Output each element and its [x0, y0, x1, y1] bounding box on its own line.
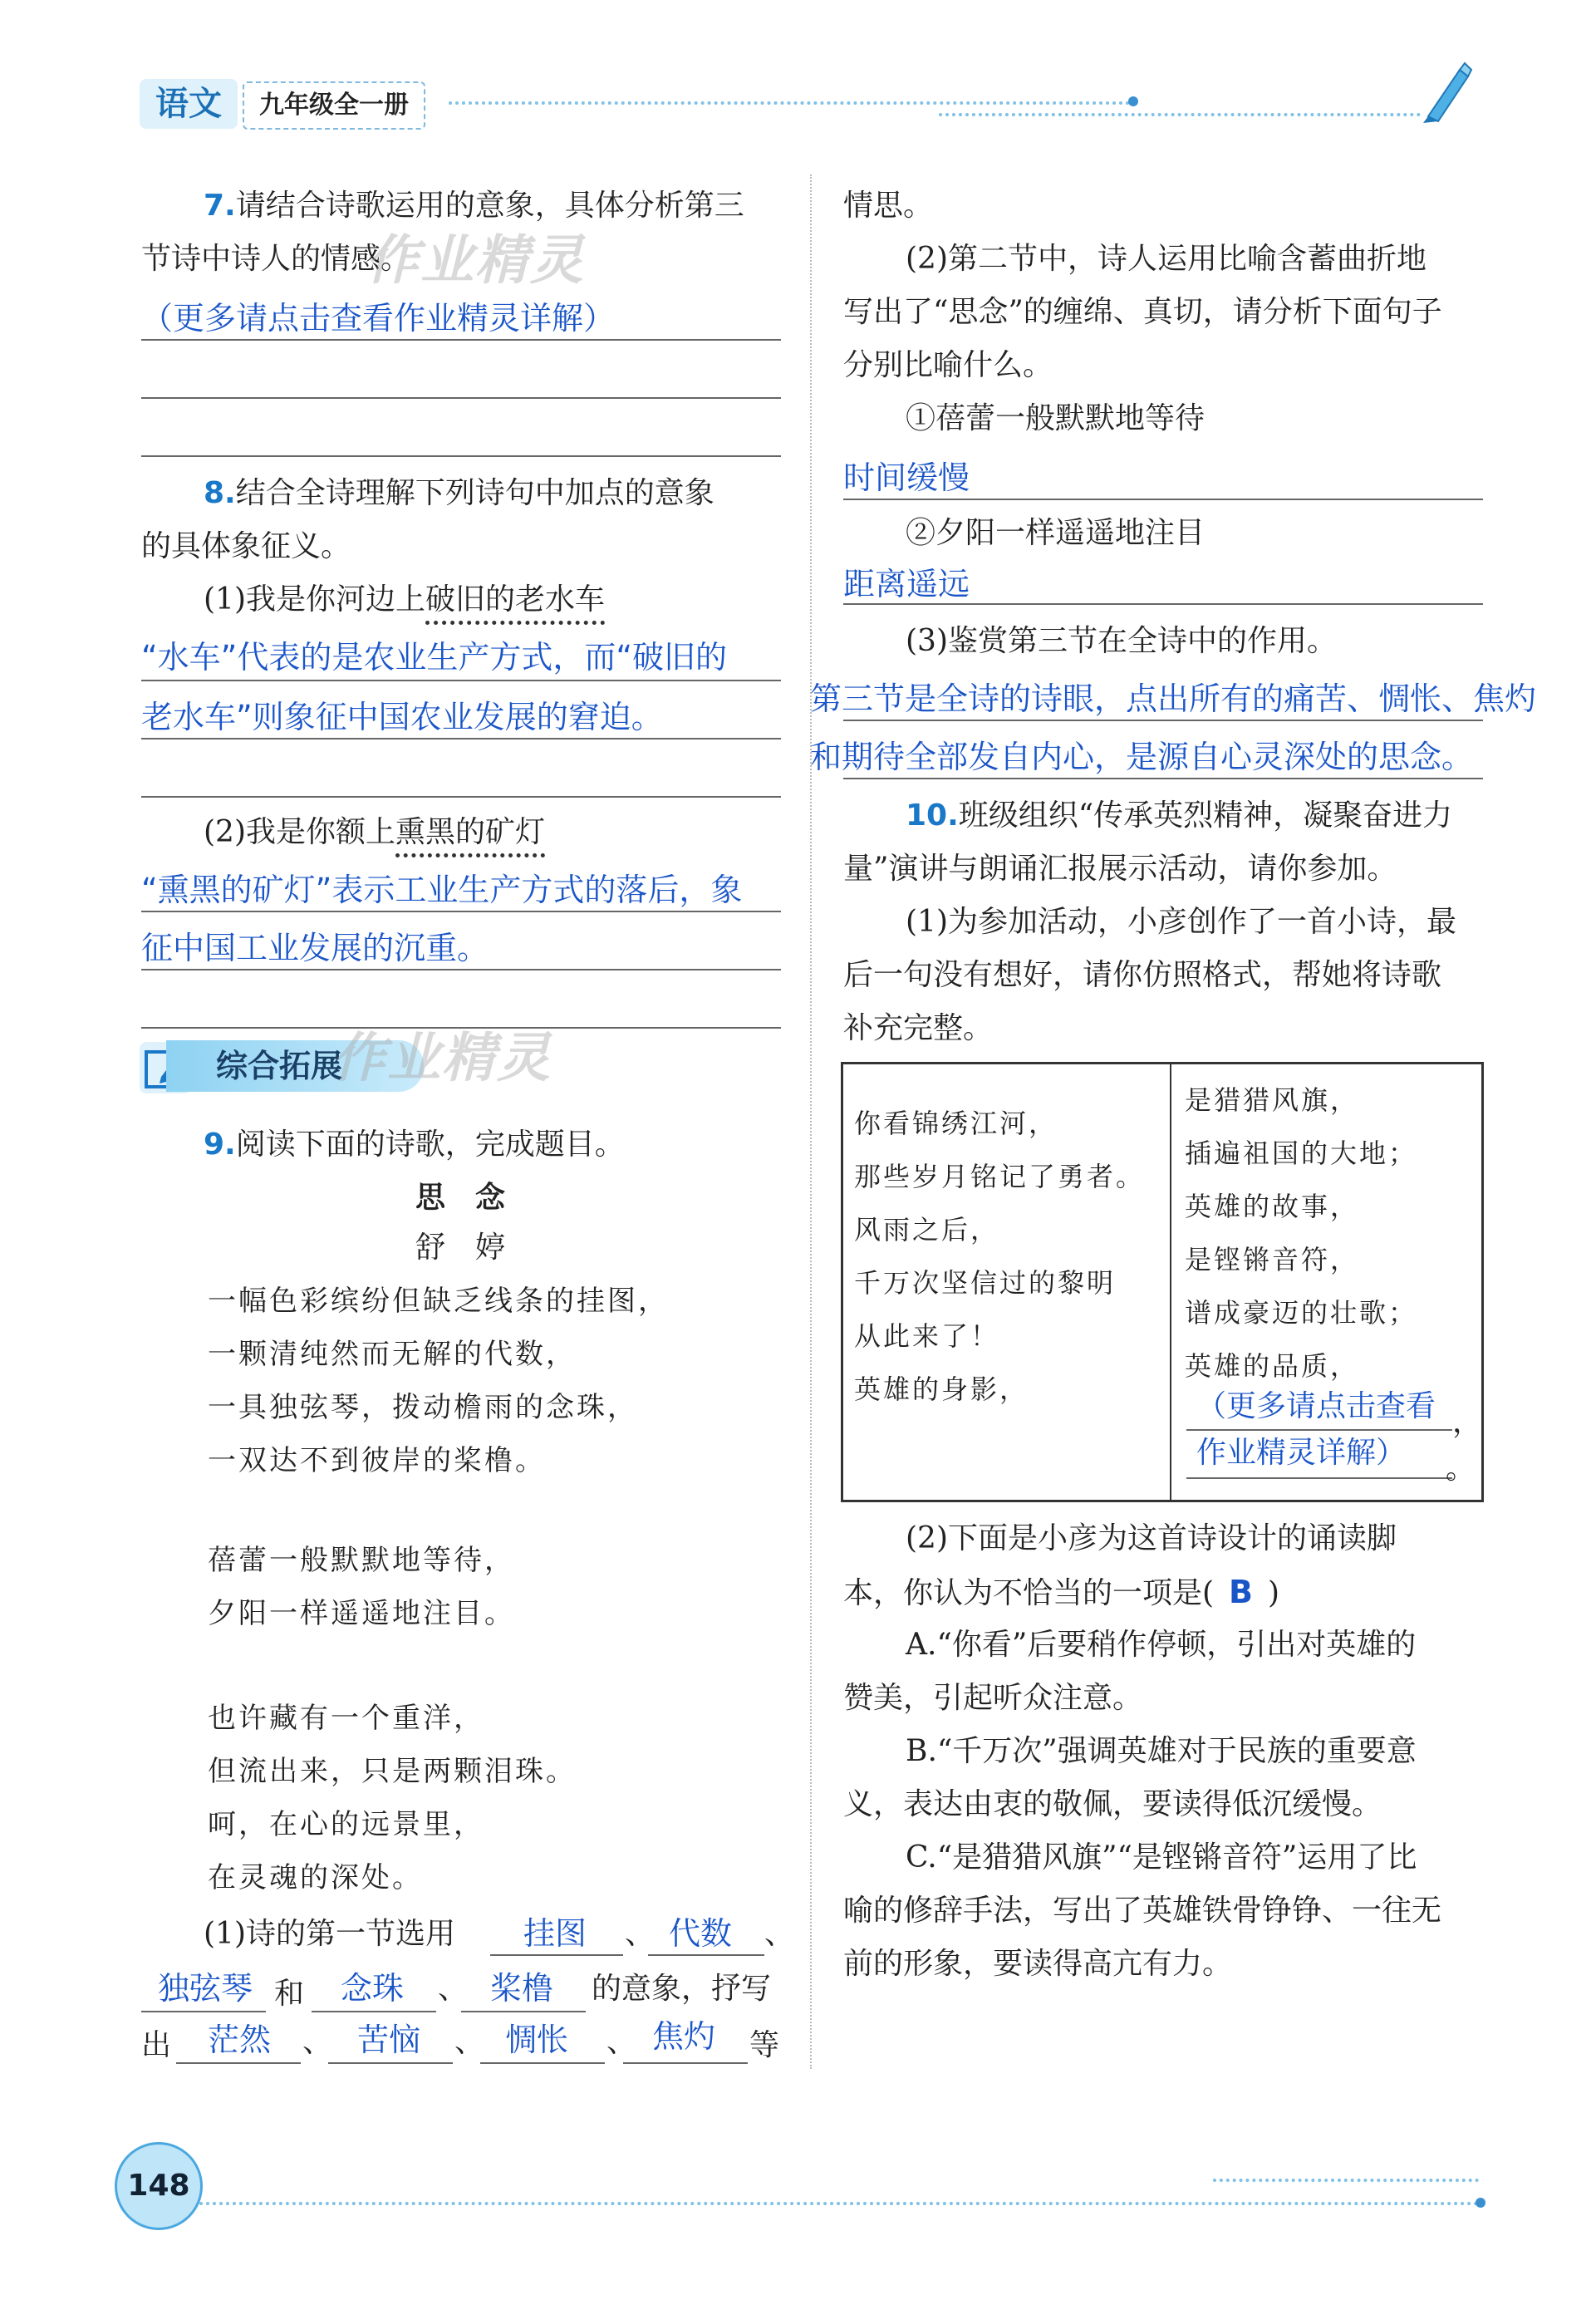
box-poem-line: 英雄的故事，: [1185, 1191, 1360, 1222]
q9-chu: 出: [141, 2028, 172, 2062]
blank-line: [480, 2062, 605, 2064]
q9-he: 和: [274, 1977, 305, 2011]
watermark: 作业精灵: [332, 1028, 552, 1089]
poem-line: 夕阳一样遥遥地注目。: [208, 1597, 515, 1630]
poem-line: 蓓蕾一般默默地等待，: [208, 1544, 515, 1577]
dotted-phrase: 熏黑的矿灯: [395, 815, 546, 849]
q10-p2-close: ): [1268, 1576, 1280, 1610]
q8-sub2-text: (2)我是你额上: [204, 815, 395, 849]
q10-box-answer1: （更多请点击查看: [1196, 1389, 1436, 1423]
q7-number: 7.: [204, 189, 236, 223]
answer-line: [843, 603, 1483, 605]
q9-p1-mid: 的意象，抒写: [592, 1972, 772, 2006]
q10-p1-line3: 补充完整。: [843, 1011, 994, 1045]
q7-line2: 节诗中诗人的情感。: [141, 242, 411, 276]
watermark: 作业精灵: [366, 230, 585, 292]
q10-p2-line2: [843, 1565, 1279, 1620]
q10-box-answer2: 作业精灵详解）: [1196, 1436, 1407, 1470]
q8-sub1-text: (1)我是你河边上: [204, 582, 425, 617]
q9-p2-answer1: 时间缓慢: [843, 459, 970, 496]
blank-line: [623, 2062, 748, 2064]
answer-line: [141, 969, 781, 970]
q10-p1-line1: (1)为参加活动，小彦创作了一首小诗，最: [906, 905, 1456, 939]
q9-p3-question: (3)鉴赏第三节在全诗中的作用。: [906, 624, 1337, 658]
q9-ans-3: 独弦琴: [158, 1970, 253, 2007]
q8-text: 结合全诗理解下列诗句中加点的意象: [235, 476, 714, 510]
q9-sep: 、: [454, 2025, 485, 2059]
page-number: 148: [115, 2142, 203, 2230]
q8-sub2: [204, 806, 545, 859]
blank-line: [490, 1954, 623, 1956]
poem-title: 思 念: [415, 1181, 506, 1215]
box-poem-line: 你看锦绣江河，: [854, 1108, 1058, 1139]
header-dotted-line: [449, 101, 1130, 105]
q9-number: 9.: [204, 1128, 236, 1162]
q10-p1-line2: 后一句没有想好，请你仿照格式，帮她将诗歌: [843, 958, 1442, 992]
q9-intro: [204, 1118, 625, 1172]
header-dot: [1128, 96, 1138, 106]
box-poem-line: 风雨之后，: [854, 1214, 1000, 1246]
q9-p2-answer2: 距离遥远: [843, 566, 970, 602]
poem-line: 但流出来，只是两颗泪珠。: [208, 1755, 577, 1788]
box-comma: ，: [1452, 1405, 1483, 1439]
box-period: 。: [1446, 1452, 1476, 1486]
poem-stanza-1: [208, 1275, 669, 1487]
poem-box-left: [854, 1097, 1145, 1416]
q8-sub1-answer-2: 老水车”则象征中国农业发展的窘迫。: [141, 699, 663, 735]
q8-sub1: [204, 573, 605, 626]
q8-sub1-answer-1: “水车”代表的是农业生产方式，而“破旧的: [141, 639, 728, 676]
box-poem-line: 那些岁月铭记了勇者。: [854, 1161, 1146, 1192]
poem-author: 舒 婷: [415, 1231, 506, 1265]
q8-number: 8.: [204, 476, 236, 510]
q7-answer: （更多请点击查看作业精灵详解）: [141, 300, 616, 337]
box-poem-line: 英雄的身影，: [854, 1373, 1029, 1405]
answer-line: [141, 680, 781, 681]
q7-text: 请结合诗歌运用的意象，具体分析第三: [235, 189, 744, 223]
section-title: 综合拓展: [166, 1040, 424, 1092]
q9-p2-line2: 写出了“思念”的缠绵、真切，请分析下面句子: [843, 295, 1442, 329]
box-poem-line: 是铿锵音符，: [1185, 1244, 1360, 1275]
column-divider: [810, 174, 812, 2069]
blank-line: [328, 2062, 453, 2064]
q8-line1: [204, 467, 714, 520]
q10-optA-1: A.“你看”后要稍作停顿，引出对英雄的: [906, 1628, 1417, 1662]
blank-line: [176, 2062, 301, 2064]
q10-line1: [906, 789, 1452, 843]
answer-line: [843, 778, 1483, 779]
grade-label: 九年级全一册: [243, 81, 425, 130]
poem-stanza-2: [208, 1534, 515, 1640]
box-poem-line: 从此来了！: [854, 1320, 1000, 1352]
q10-text: 班级组织“传承英烈精神，凝聚奋进力: [958, 798, 1453, 833]
q9-p3-answer1: 第三节是全诗的诗眼，点出所有的痛苦、惆怅、焦灼: [810, 680, 1537, 717]
q8-sub2-answer-1: “熏黑的矿灯”表示工业生产方式的落后，象: [141, 872, 743, 908]
box-poem-line: 插遍祖国的大地；: [1185, 1137, 1418, 1169]
poem-line: 一双达不到彼岸的桨橹。: [208, 1444, 546, 1477]
q10-p2-answer: B: [1229, 1574, 1254, 1610]
poem-box-right: [1185, 1074, 1417, 1393]
q10-optB-2: 义，表达由衷的敬佩，要读得低沉缓慢。: [843, 1787, 1382, 1821]
q8-line2: 的具体象征义。: [141, 529, 351, 563]
answer-line: [843, 499, 1483, 500]
footer-dotted-line: [199, 2202, 1479, 2205]
box-poem-line: 谱成豪迈的壮歌；: [1185, 1297, 1418, 1329]
q9-p1-pre: (1)诗的第一节选用: [204, 1917, 455, 1951]
q9-ans-5: 桨橹: [490, 1970, 554, 2007]
q9-sep: 、: [438, 1972, 469, 2006]
box-poem-line: 千万次坚信过的黎明: [854, 1267, 1117, 1299]
q9-ans-4: 念珠: [341, 1970, 405, 2007]
answer-line: [141, 339, 781, 341]
pen-icon: [1417, 58, 1475, 125]
answer-line: [141, 911, 781, 912]
q9-p2-line1: (2)第二节中，诗人运用比喻含蓄曲折地: [906, 242, 1426, 276]
q9-p2-item2: ②夕阳一样遥遥地注目: [906, 516, 1206, 550]
header-dotted-line-2: [939, 113, 1421, 116]
q10-optA-2: 赞美，引起听众注意。: [843, 1681, 1143, 1715]
q10-line2: 量”演讲与朗诵汇报展示活动，请你参加。: [843, 852, 1397, 886]
q9-sep: 、: [606, 2025, 637, 2059]
blank-line: [141, 2011, 266, 2012]
subject-label: 语文: [140, 79, 238, 129]
q9-ans-8: 惆怅: [505, 2022, 569, 2058]
q9-sep: 、: [302, 2025, 333, 2059]
q10-optC-1: C.“是猎猎风旗”“是铿锵音符”运用了比: [906, 1840, 1417, 1874]
footer-dot: [1476, 2198, 1485, 2208]
poem-line: 也许藏有一个重洋，: [208, 1702, 484, 1735]
poem-line: 一具独弦琴，拨动檐雨的念珠，: [208, 1391, 638, 1424]
q9-ans-2: 代数: [669, 1915, 733, 1952]
answer-line: [141, 738, 781, 739]
q9-ans-9: 焦灼: [652, 2018, 716, 2055]
answer-line: [141, 397, 781, 399]
answer-line: [141, 796, 781, 798]
poem-line: 一颗清纯然而无解的代数，: [208, 1338, 577, 1371]
q9-p2-item1: ①蓓蕾一般默默地等待: [906, 401, 1206, 435]
q9-ans-1: 挂图: [523, 1915, 587, 1952]
q10-optB-1: B.“千万次”强调英雄对于民族的重要意: [906, 1734, 1417, 1768]
q9-p2-line3: 分别比喻什么。: [843, 348, 1053, 382]
q8-sub2-answer-2: 征中国工业发展的沉重。: [141, 930, 489, 966]
answer-line: [141, 455, 781, 457]
answer-line: [843, 720, 1483, 721]
box-poem-line: 英雄的品质，: [1185, 1350, 1360, 1382]
q10-optC-2: 喻的修辞手法，写出了英雄铁骨铮铮、一往无: [843, 1894, 1442, 1928]
poem-line: 呵，在心的远景里，: [208, 1808, 484, 1841]
footer-dotted-line-2: [1213, 2179, 1479, 2182]
q9-ans-6: 茫然: [208, 2022, 272, 2058]
q9-p1-cont: 情思。: [843, 189, 934, 223]
q10-optC-3: 前的形象，要读得高亢有力。: [843, 1947, 1233, 1981]
q9-p3-answer2: 和期待全部发自内心，是源自心灵深处的思念。: [810, 739, 1474, 775]
q10-number: 10.: [906, 798, 959, 833]
blank-line: [312, 2011, 436, 2012]
q9-end: 等: [749, 2028, 780, 2062]
q10-p2-text: 本，你认为不恰当的一项是(: [843, 1576, 1215, 1610]
answer-line: [1186, 1477, 1452, 1479]
q9-intro-text: 阅读下面的诗歌，完成题目。: [235, 1128, 625, 1162]
poem-line: 一幅色彩缤纷但缺乏线条的挂图，: [208, 1285, 669, 1318]
blank-line: [461, 2011, 586, 2012]
q9-sep: 、: [625, 1917, 656, 1951]
poem-box-divider: [1170, 1062, 1171, 1502]
q10-p2-line1: (2)下面是小彦为这首诗设计的诵读脚: [906, 1521, 1397, 1555]
dotted-phrase: 破旧的老水车: [425, 582, 606, 617]
q9-ans-7: 苦恼: [357, 2022, 421, 2058]
blank-line: [648, 1954, 764, 1956]
box-poem-line: 是猎猎风旗，: [1185, 1084, 1360, 1116]
poem-stanza-3: [208, 1692, 577, 1904]
poem-line: 在灵魂的深处。: [208, 1861, 423, 1894]
q9-sep: 、: [764, 1917, 795, 1951]
